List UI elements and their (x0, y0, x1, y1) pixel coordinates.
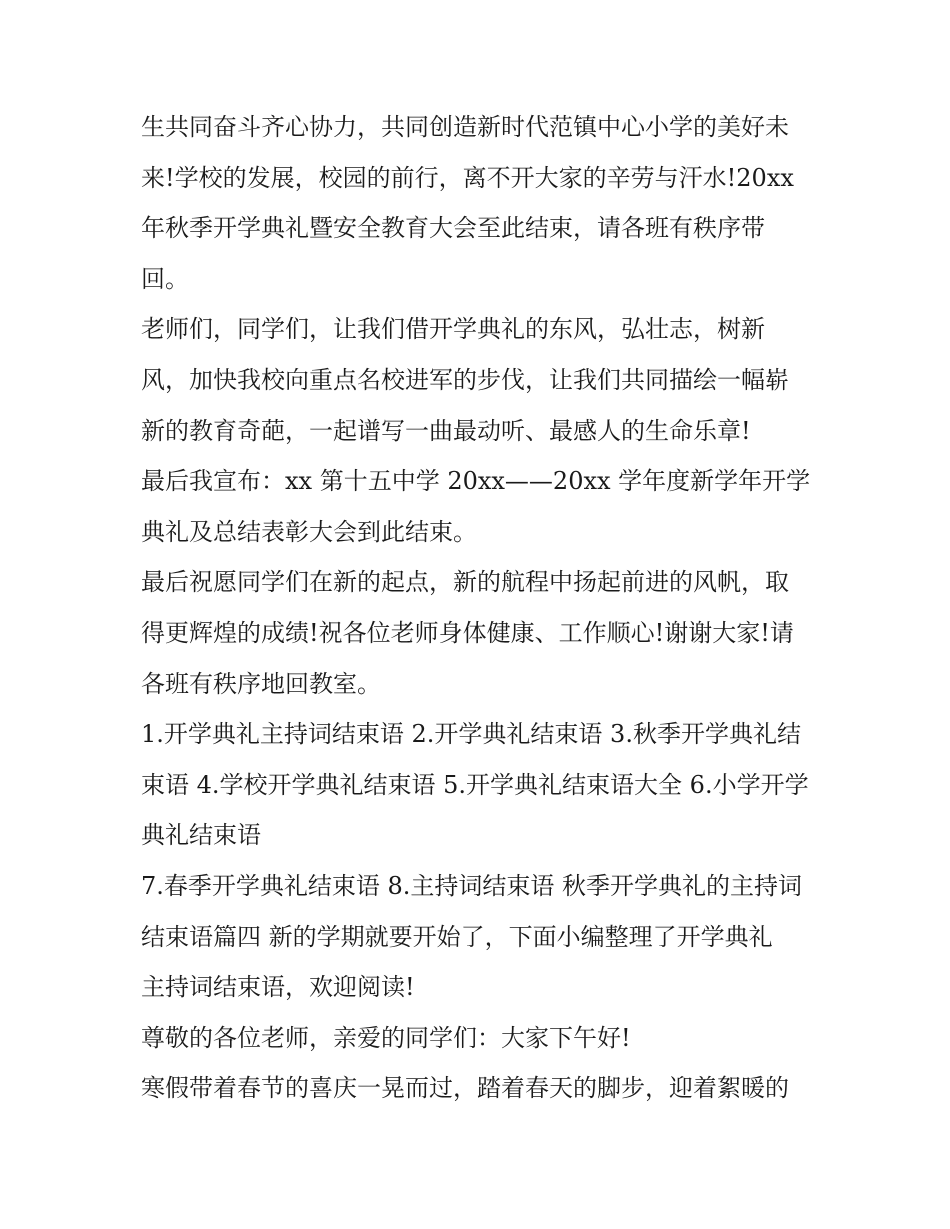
paragraph (141, 861, 821, 1013)
text-line: 尊敬的各位老师，亲爱的同学们：大家下午好! (141, 1023, 631, 1052)
text-line: 年秋季开学典礼暨安全教育大会至此结束，请各班有秩序带 (141, 214, 765, 243)
paragraph (141, 557, 821, 709)
text-line: 7.春季开学典礼结束语 8.主持词结束语 秋季开学典礼的主持词 (141, 871, 803, 900)
paragraph (141, 456, 821, 557)
text-line: 典礼及总结表彰大会到此结束。 (141, 517, 477, 546)
paragraph (141, 102, 821, 304)
text-line: 新的教育奇葩，一起谱写一曲最动听、最感人的生命乐章! (141, 416, 751, 445)
text-line: 风，加快我校向重点名校进军的步伐，让我们共同描绘一幅崭 (141, 365, 789, 394)
text-line: 束语 4.学校开学典礼结束语 5.开学典礼结束语大全 6.小学开学 (141, 770, 809, 799)
text-line: 最后祝愿同学们在新的起点，新的航程中扬起前进的风帆，取 (141, 568, 789, 597)
paragraph (141, 304, 821, 456)
text-line: 主持词结束语，欢迎阅读! (141, 973, 415, 1002)
text-line: 最后我宣布：xx 第十五中学 20xx——20xx 学年度新学年开学 (141, 467, 811, 496)
paragraph (141, 1013, 821, 1064)
text-line: 生共同奋斗齐心协力，共同创造新时代范镇中心小学的美好未 (141, 113, 789, 141)
text-line: 回。 (141, 264, 189, 293)
text-line: 寒假带着春节的喜庆一晃而过，踏着春天的脚步，迎着絮暖的 (141, 1074, 789, 1103)
text-line: 来!学校的发展，校园的前行，离不开大家的辛劳与汗水!20xx (141, 163, 794, 192)
document-body (141, 102, 821, 1114)
text-line: 典礼结束语 (141, 821, 261, 850)
text-line: 结束语篇四 新的学期就要开始了，下面小编整理了开学典礼 (141, 922, 773, 951)
text-line: 得更辉煌的成绩!祝各位老师身体健康、工作顺心!谢谢大家!请 (141, 618, 794, 647)
text-line: 1.开学典礼主持词结束语 2.开学典礼结束语 3.秋季开学典礼结 (141, 720, 801, 749)
paragraph (141, 1063, 821, 1114)
text-line: 老师们，同学们，让我们借开学典礼的东风，弘壮志，树新 (141, 315, 765, 344)
paragraph (141, 709, 821, 861)
text-line: 各班有秩序地回教室。 (141, 669, 381, 698)
